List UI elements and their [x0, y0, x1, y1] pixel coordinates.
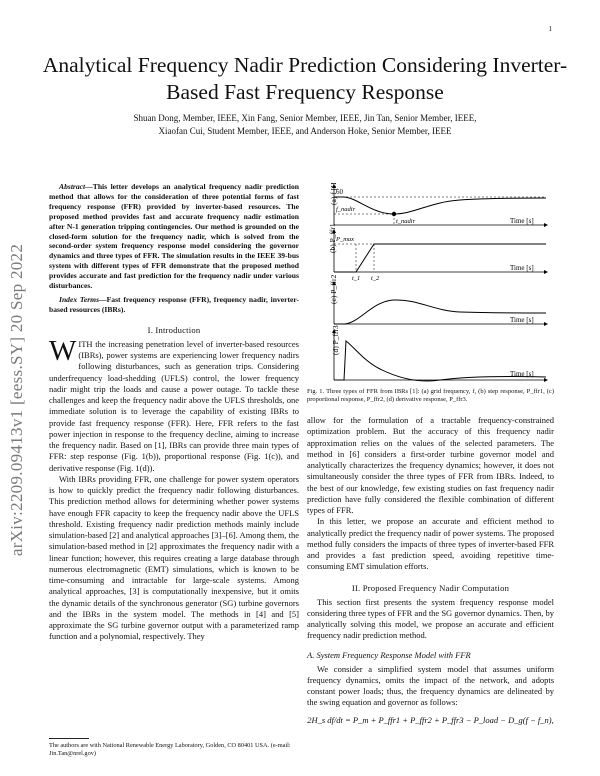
panel-b [328, 223, 548, 282]
time-label-b: Time [s] [510, 264, 534, 272]
drop-cap: W [49, 334, 77, 367]
footnote-rule [49, 738, 89, 739]
index-terms-lead: Index Terms [59, 294, 100, 304]
t-nadir-label: t_nadir [396, 218, 416, 225]
nadir-marker [392, 212, 396, 216]
figure-1-plots [310, 183, 556, 383]
intro-paragraph-1-text: ITH the increasing penetration level of inverter-based resources (IBRs), power systems are experiencing lower frequency nadirs following disturbances, such as generation trips. Considering underfrequency load-shedding (UFLS) control, the lower frequency nadir might trip the loads and cause a power outage. To tackle these challenges and keep the frequency nadir above the UFLS thresholds, one immediate solution is to leverage the capability of existing IBRs to provide fast frequency response (FFR). Here, FFR refers to the fast power injection in response to the frequency decline, aiming to increase the frequency nadir. Based on [1], IBRs can provide three main types of FFR: step response (Fig. 1(b)), proportional response (Fig. 1(c)), and derivative response (Fig. 1(d)). [49, 338, 299, 473]
index-terms-body: —Fast frequency response (FFR), frequency nadir, inverter-based resources (IBRs). [49, 294, 299, 314]
abstract-lead: Abstract [59, 182, 86, 191]
subsection-a-paragraph-1: We consider a simplified system model that assumes uniform frequency dynamics, omits the impact of the network, and adopts constant power loads; thus, the frequency dynamics are delineated by the swing equation and governor as follows: [307, 663, 554, 708]
time-label-d: Time [s] [510, 370, 534, 378]
intro-paragraph-2: With IBRs providing FFR, one challenge for power system operators is how to quickly predict the frequency nadir following disturbances. This prediction method allows for determining whether power systems have enough FFR capacity to keep the frequency nadir above the UFLS threshold. Existing frequency nadir prediction methods mainly include simulation-based [2] and analytical approaches [3]–[6]. Among them, the simulation-based method in [2] approximates the frequency nadir with a linear function; however, this requires creating a large database through numerous electromagnetic (EMT) simulations, which is known to be time-consuming and intractable for large-scale systems. Among analytical approaches, [3] is computationally inexpensive, but it omits the dynamic details of the synchronous generator (SG) turbine governors and the IBRs in the system model. The methods in [4] and [5] approximate the SG turbine governor output with a parameterized ramp function and a polynomial, respectively. They [49, 473, 299, 642]
author-block [58, 112, 552, 138]
t1-label: t_1 [352, 275, 361, 282]
p-max-label: P_max [336, 236, 355, 243]
figure-1-caption: Fig. 1. Three types of FFR from IBRs [1]: (a) grid frequency, f, (b) step response, P_ffr1, (c) proportional response, P_ffr2, (d) derivative response, P_ffr3. [307, 388, 554, 404]
paper-title: Analytical Frequency Nadir Prediction Considering Inverter-Based Fast Frequency Response [42, 53, 568, 104]
t2-label: t_2 [371, 275, 380, 282]
time-label-a: Time [s] [510, 217, 534, 225]
authors-line-2: Xiaofan Cui, Student Member, IEEE, and Anderson Hoke, Senior Member, IEEE [158, 126, 452, 136]
panel-a-x-arrow [544, 223, 548, 227]
page-number: 1 [548, 25, 552, 33]
swing-equation: 2H_s df/dt = P_m + P_ffr1 + P_ffr2 + P_ffr3 − P_load − D_g(f − f_n), [307, 714, 554, 725]
abstract-body: —This letter develops an analytical frequency nadir prediction method that allows for the consideration of three potential forms of fast frequency response (FFR) provided by inverter-based resources. The proposed method provides fast and accurate frequency nadir estimation after N-1 generation tripping contingencies. Our method is grounded on the closed-form solution for the frequency nadir, which is solved from the second-order system frequency response model considering the governor dynamics and three types of FFR. The simulation results in the IEEE 39-bus system with different types of FFR demonstrate that the proposed method provides accurate and fast prediction for the frequency nadir under various disturbances. [49, 182, 299, 291]
tick-60: 60 [336, 188, 343, 196]
index-terms [49, 295, 299, 315]
right-column [307, 388, 554, 405]
panel-d [331, 325, 548, 382]
right-column-body [307, 415, 554, 725]
section2-paragraph-1: This section first presents the system frequency response model considering three types of FFR and the SG governor dynamics. Then, by analytically solving this model, we propose an accurate and efficient frequency nadir prediction method. [307, 596, 555, 641]
figure-1 [310, 183, 556, 383]
subsection-heading-a: A. System Frequency Response Model with FFR [307, 649, 471, 660]
section-heading-proposed: II. Proposed Frequency Nadir Computation [351, 582, 510, 593]
section-heading-introduction: I. Introduction [147, 324, 201, 335]
right-paragraph-1: allow for the formulation of a tractable frequency-constrained optimization problem. But the accuracy of this frequency nadir approximation relies on the values of the selected parameters. The method in [6] considers a first-order turbine governor model and analytically characterizes the frequency dynamics; however, it does not simultaneously consider the three types of FFR from IBRs. Indeed, to the best of our knowledge, few existing studies on fast frequency nadir prediction have fully considered the flexible combination of different types of FFR. [307, 415, 554, 515]
arxiv-stamp [2, 230, 32, 570]
y-label-d: (d) P_ffr3 [331, 325, 340, 355]
panel-a [329, 183, 548, 227]
abstract [49, 182, 299, 291]
footnote: The authors are with National Renewable Energy Laboratory, Golden, CO 80401 USA. (e-mail: Jin.Tan@nrel.gov) [49, 742, 291, 757]
f-nadir-label: f_nadir [336, 206, 356, 213]
y-label-a: (a) f [Hz] [329, 183, 338, 205]
frequency-curve [334, 197, 546, 214]
panel-c [329, 275, 548, 326]
left-column [49, 182, 299, 643]
y-label-b: (b) P_ffr1 [328, 223, 337, 253]
right-paragraph-2: In this letter, we propose an accurate and efficient method to analytically predict the frequency nadir of power systems. The proposed method fully considers the impacts of three types of inverter-based FFR and provides a fast prediction speed, avoiding repetitive time-consuming EMT simulation efforts. [307, 516, 554, 572]
y-label-c: (c) P_ffr2 [329, 274, 338, 304]
time-label-c: Time [s] [510, 316, 534, 324]
intro-paragraph-1 [49, 334, 299, 474]
authors-line-1: Shuan Dong, Member, IEEE, Xin Fang, Senior Member, IEEE, Jin Tan, Senior Member, IEEE, [133, 113, 477, 123]
arxiv-stamp-text: arXiv:2209.09413v1 [eess.SY] 20 Sep 2022 [7, 243, 26, 557]
